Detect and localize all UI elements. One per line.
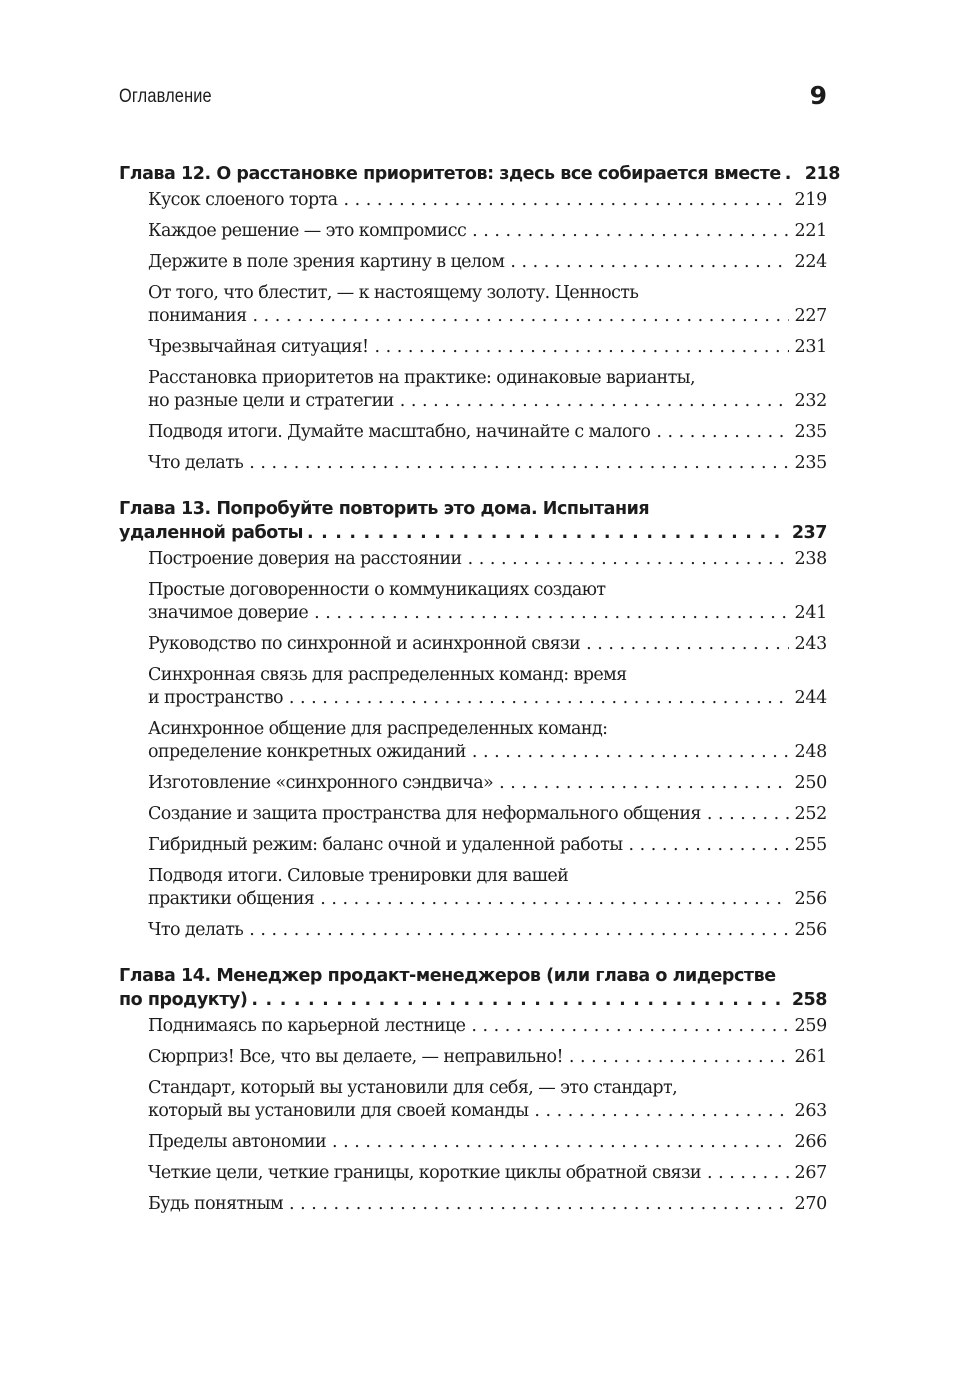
dot-leader [785, 162, 797, 186]
chapter-block [119, 495, 827, 942]
dot-leader [332, 1131, 789, 1154]
section-page-number: 261 [794, 1047, 827, 1067]
chapter-title-text: удаленной работы [119, 523, 303, 543]
toc-entry [119, 664, 827, 710]
entry-line [148, 367, 827, 390]
entry-line [148, 452, 827, 475]
section-page-number: 235 [794, 422, 827, 442]
toc-entry [119, 772, 827, 795]
entry-line [148, 305, 827, 328]
chapter-block [119, 160, 840, 475]
section-title: Поднимаясь по карьерной лестнице [148, 1016, 466, 1036]
dot-leader [253, 305, 790, 328]
dot-leader [586, 633, 789, 656]
chapter-title-text: Глава 12. О расстановке приоритетов: здесь все собирается вместе [119, 164, 781, 184]
chapter-title-text: по продукту) [119, 990, 248, 1010]
entry-line [148, 687, 827, 710]
entry-line [148, 1131, 827, 1154]
dot-leader [374, 336, 789, 359]
dot-leader [249, 452, 789, 475]
toc-entry [119, 633, 827, 656]
dot-leader [314, 602, 789, 625]
toc-entry [119, 919, 827, 942]
dot-leader [569, 1046, 790, 1069]
section-title: Будь понятным [148, 1194, 284, 1214]
dot-leader [510, 251, 789, 274]
entry-line [148, 579, 827, 602]
entry-line [148, 336, 827, 359]
section-title: Асинхронное общение для распределенных команд: [148, 719, 608, 739]
toc-entry [119, 220, 827, 243]
running-title: Оглавление [119, 86, 212, 107]
entry-line [148, 1100, 827, 1123]
entry-line [148, 803, 827, 826]
entry-line [119, 162, 840, 186]
dot-leader [251, 988, 783, 1012]
section-page-number: 227 [794, 306, 827, 326]
section-page-number: 238 [794, 549, 827, 569]
toc-entry [119, 1162, 827, 1185]
dot-leader [472, 220, 789, 243]
entry-line [148, 1015, 827, 1038]
section-title: Подводя итоги. Силовые тренировки для вашей [148, 866, 569, 886]
dot-leader [472, 741, 790, 764]
toc-entry [119, 803, 827, 826]
toc-entry [119, 251, 827, 274]
section-title: Руководство по синхронной и асинхронной связи [148, 634, 581, 654]
section-page-number: 231 [794, 337, 827, 357]
dot-leader [468, 548, 790, 571]
section-page-number: 248 [794, 742, 827, 762]
entry-line [148, 548, 827, 571]
entry-line [148, 741, 827, 764]
dot-leader [656, 421, 789, 444]
dot-leader [534, 1100, 789, 1123]
section-title: Гибридный режим: баланс очной и удаленной работы [148, 835, 623, 855]
entry-line [148, 251, 827, 274]
section-page-number: 224 [794, 252, 827, 272]
section-title: определение конкретных ожиданий [148, 742, 466, 762]
section-page-number: 232 [794, 391, 827, 411]
section-title: Сюрприз! Все, что вы делаете, — неправильно! [148, 1047, 563, 1067]
section-title: практики общения [148, 889, 315, 909]
toc-entry [119, 1131, 827, 1154]
section-page-number: 241 [794, 603, 827, 623]
dot-leader [320, 888, 789, 911]
section-title: и пространство [148, 688, 283, 708]
section-title: но разные цели и стратегии [148, 391, 394, 411]
toc-entry [119, 834, 827, 857]
section-page-number: 263 [794, 1101, 827, 1121]
entry-line [148, 421, 827, 444]
section-title: Создание и защита пространства для неформального общения [148, 804, 701, 824]
entry-line [148, 633, 827, 656]
chapter-title-text: Глава 13. Попробуйте повторить это дома. Испытания [119, 499, 650, 519]
toc-entry [119, 579, 827, 625]
section-page-number: 255 [794, 835, 827, 855]
chapter-block [119, 962, 827, 1216]
section-page-number: 252 [794, 804, 827, 824]
dot-leader [629, 834, 790, 857]
entry-line [148, 1162, 827, 1185]
dot-leader [249, 919, 789, 942]
section-title: Простые договоренности о коммуникациях создают [148, 580, 606, 600]
section-page-number: 270 [794, 1194, 827, 1214]
toc-entry [119, 718, 827, 764]
entry-line [148, 772, 827, 795]
toc-entry [119, 865, 827, 911]
section-page-number: 219 [794, 190, 827, 210]
section-title: Держите в поле зрения картину в целом [148, 252, 505, 272]
page-number: 9 [809, 81, 827, 110]
entry-line [148, 919, 827, 942]
dot-leader [471, 1015, 789, 1038]
chapter-heading-line [119, 497, 827, 521]
chapter-heading-line [119, 964, 827, 988]
section-title: От того, что блестит, — к настоящему золоту. Ценность [148, 283, 639, 303]
dot-leader [499, 772, 789, 795]
running-header [119, 80, 827, 114]
entry-line [148, 602, 827, 625]
chapter-heading [119, 962, 827, 1012]
section-title: Стандарт, который вы установили для себя, — это стандарт, [148, 1078, 678, 1098]
toc-entry [119, 1193, 827, 1216]
table-of-contents [119, 160, 840, 1236]
entry-line [148, 888, 827, 911]
section-title: Что делать [148, 920, 244, 940]
section-title: Синхронная связь для распределенных команд: время [148, 665, 627, 685]
entry-line [148, 865, 827, 888]
dot-leader [344, 189, 790, 212]
dot-leader [400, 390, 790, 413]
entry-line [148, 390, 827, 413]
section-title: Каждое решение — это компромисс [148, 221, 467, 241]
section-title: Что делать [148, 453, 244, 473]
section-page-number: 221 [794, 221, 827, 241]
toc-entry [119, 421, 827, 444]
chapter-heading [119, 495, 827, 545]
entry-line [148, 1077, 827, 1100]
entry-line [148, 1193, 827, 1216]
dot-leader [707, 1162, 790, 1185]
chapter-page-number: 258 [791, 990, 827, 1010]
toc-entry [119, 1046, 827, 1069]
section-title: Изготовление «синхронного сэндвича» [148, 773, 494, 793]
toc-entry [119, 282, 827, 328]
toc-entry [119, 367, 827, 413]
dot-leader [289, 1193, 789, 1216]
chapter-title-text: Глава 14. Менеджер продакт-менеджеров (или глава о лидерстве [119, 966, 776, 986]
toc-entry [119, 1015, 827, 1038]
toc-entry [119, 336, 827, 359]
section-page-number: 267 [794, 1163, 827, 1183]
section-page-number: 256 [794, 889, 827, 909]
section-title: понимания [148, 306, 247, 326]
dot-leader [707, 803, 790, 826]
entry-line [148, 664, 827, 687]
dot-leader [289, 687, 790, 710]
section-page-number: 256 [794, 920, 827, 940]
toc-entry [119, 452, 827, 475]
entry-line [148, 189, 827, 212]
section-title: Чрезвычайная ситуация! [148, 337, 369, 357]
entry-line [148, 718, 827, 741]
section-page-number: 235 [794, 453, 827, 473]
section-page-number: 243 [794, 634, 827, 654]
entry-line [148, 220, 827, 243]
section-title: значимое доверие [148, 603, 309, 623]
section-page-number: 244 [794, 688, 827, 708]
section-title: Построение доверия на расстоянии [148, 549, 462, 569]
section-title: Пределы автономии [148, 1132, 327, 1152]
chapter-page-number: 237 [791, 523, 827, 543]
toc-entry [119, 548, 827, 571]
section-page-number: 266 [794, 1132, 827, 1152]
section-title: который вы установили для своей команды [148, 1101, 529, 1121]
dot-leader [307, 521, 784, 545]
entry-line [119, 988, 827, 1012]
entry-line [148, 282, 827, 305]
chapter-page-number: 218 [804, 164, 840, 184]
entry-line [119, 521, 827, 545]
section-title: Расстановка приоритетов на практике: одинаковые варианты, [148, 368, 695, 388]
chapter-heading [119, 160, 840, 186]
entry-line [148, 1046, 827, 1069]
section-page-number: 259 [794, 1016, 827, 1036]
section-title: Кусок слоеного торта [148, 190, 338, 210]
toc-entry [119, 189, 827, 212]
section-page-number: 250 [794, 773, 827, 793]
section-title: Подводя итоги. Думайте масштабно, начинайте с малого [148, 422, 651, 442]
toc-entry [119, 1077, 827, 1123]
section-title: Четкие цели, четкие границы, короткие циклы обратной связи [148, 1163, 701, 1183]
entry-line [148, 834, 827, 857]
